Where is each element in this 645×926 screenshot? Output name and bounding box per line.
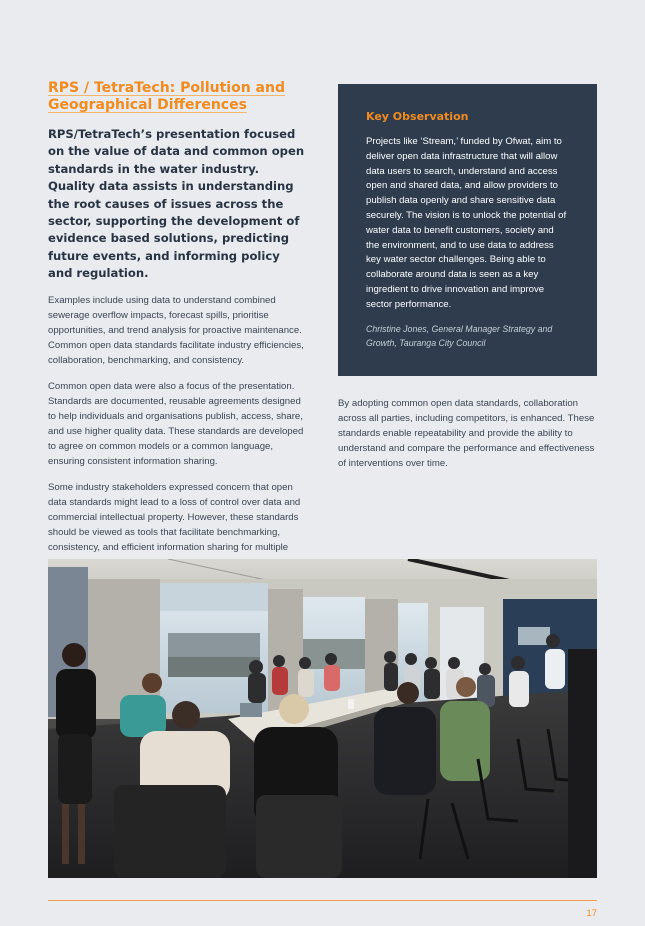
key-observation-box [338,84,597,376]
body-paragraph: Some industry stakeholders expressed concern that open data standards might lead to a loss of control over data and commercial intellectual property. However, these standards should be viewed as tools that facilitate benchmarking, consistency, and efficient information sharing for multiple [48,481,301,553]
section-title [48,80,308,114]
lead-paragraph: RPS/TetraTech’s presentation focused on the value of data and common open standards in the water industry. Quality data assists in understanding the root causes of issues across the sector, supporting the development of evidence based solutions, predicting future events, and informing policy and regulation. [48,127,305,281]
callout-title: Key Observation [366,110,469,123]
body-paragraph: Common open data were also a focus of the presentation. Standards are documented, reusable agreements designed to help individuals and organisations publish, access, share, and use higher quality data. These standards are developed to agree on common models or a common language, ensuring consistent information sharing. [48,380,304,467]
meeting-photo [48,559,597,878]
section-title-line1: RPS / TetraTech: Pollution and [48,80,285,96]
section-title-line2: Geographical Differences [48,97,247,113]
callout-citation: Christine Jones, General Manager Strategy and Growth, Tauranga City Council [366,323,553,349]
body-paragraph: Examples include using data to understand combined sewerage overflow impacts, forecast spills, prioritise opportunities, and trend analysis for proactive maintenance. Common open data standards facilitate industry efficiencies, collaboration, benchmarking, and consistency. [48,294,304,366]
page-number: 17 [586,908,597,919]
right-column [338,396,597,482]
footer-divider [48,900,597,901]
callout-body: Projects like ‘Stream,’ funded by Ofwat, aim to deliver open data infrastructure that will allow data users to search, understand and access open and shared data, and allow providers to publish data openly and share sensitive data securely. The vision is to unlock the potential of water data to benefit customers, society and the environment, and to use data to address key water sector challenges. Being able to collaborate around data is seen as a key ingredient to drive innovation and improve sector performance. [366,136,567,310]
meeting-photo-illustration [48,559,597,878]
body-paragraph: By adopting common open data standards, collaboration across all parties, including competitors, is enhanced. These standards enable repeatability and provide the ability to understand and compare the performance and effectiveness of interventions over time. [338,398,595,469]
left-column [48,80,308,581]
